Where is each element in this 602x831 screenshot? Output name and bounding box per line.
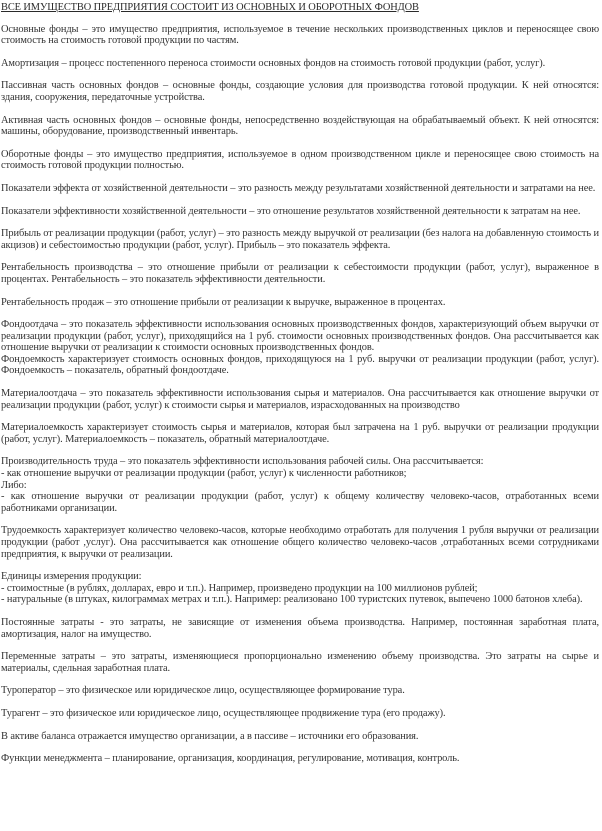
list-item-labor-per-hour: - как отношение выручки от реализации продукции (работ, услуг) к общему количеству человеко-часов, отработанных всеми работниками организации.: [1, 491, 599, 514]
paragraph-management-functions: Функции менеджмента – планирование, организация, координация, регулирование, мотивация, контроль.: [1, 753, 460, 765]
paragraph-fixed-costs: Постоянные затраты - это затраты, не зависящие от изменения объема производства. Например, постоянная заработная плата, амортизация, налог на имущество.: [1, 616, 599, 640]
paragraph-efficiency-indicators: Показатели эффективности хозяйственной деятельности – это отношение результатов хозяйственной деятельности к затратам на нее.: [1, 205, 581, 217]
document-heading: ВСЕ ИМУЩЕСТВО ПРЕДПРИЯТИЯ СОСТОИТ ИЗ ОСНОВНЫХ И ОБОРОТНЫХ ФОНДОВ: [1, 2, 419, 13]
paragraph-material-productivity: Материалоотдача – это показатель эффективности использования сырья и материалов. Она рассчитывается как отношение выручки от реализации продукции (работ, услуг) к стоимости сырья и материалов, израсходованных на производство: [1, 388, 599, 411]
paragraph-labor-productivity: Производительность труда – это показатель эффективности использования рабочей силы. Она рассчитывается:: [1, 456, 484, 468]
list-item-natural-units: - натуральные (в штуках, килограммах метрах и т.п.). Например: реализовано 100 туристских путевок, выпечено 1000 батонов хлеба).: [1, 594, 583, 606]
paragraph-production-profitability: Рентабельность производства – это отношение прибыли от реализации к себестоимости продукции (работ, услуг), выраженное в процентах. Рентабельность – это показатель эффективности деятельности.: [1, 262, 599, 285]
paragraph-variable-costs: Переменные затраты – это затраты, изменяющиеся пропорционально изменению объему производства. Это затраты на сырье и материалы, сдельная заработная плата.: [1, 651, 599, 674]
paragraph-passive-assets: Пассивная часть основных фондов – основные фонды, создающие условия для производства готовой продукции. К ней относятся: здания, сооружения, передаточные устройства.: [1, 80, 599, 103]
list-item-monetary-units: - стоимостные (в рублях, долларах, евро и т.п.). Например, произведено продукции на 100 миллионов рублей;: [1, 582, 478, 594]
paragraph-effect-indicators: Показатели эффекта от хозяйственной деятельности – это разность между результатами хозяйственной деятельности и затратами на нее.: [1, 182, 596, 194]
paragraph-active-assets: Активная часть основных фондов – основные фонды, непосредственно воздействующая на обрабатываемый объект. К ней относятся: машины, оборудование, производственный инвентарь.: [1, 114, 599, 138]
paragraph-balance-sheet: В активе баланса отражается имущество организации, а в пассиве – источники его образования.: [1, 730, 419, 742]
paragraph-depreciation: Амортизация – процесс постепенного переноса стоимости основных фондов на стоимость готовой продукции (работ, услуг).: [1, 57, 546, 69]
paragraph-material-intensity: Материалоемкость характеризует стоимость сырья и материалов, которая был затрачена на 1 руб. выручки от реализации продукции (работ, услуг). Материалоемкость – показатель, обратный материалоотдаче.: [1, 422, 599, 445]
paragraph-sales-profitability: Рентабельность продаж – это отношение прибыли от реализации к выручке, выраженное в процентах.: [1, 296, 446, 308]
paragraph-fixed-assets: Основные фонды – это имущество предприятия, используемое в течение нескольких производственных циклов и переносящее свою стоимость на стоимость готовой продукции по частям.: [1, 23, 599, 47]
paragraph-travel-agent: Турагент – это физическое или юридическое лицо, осуществляющее продвижение тура (его продажу).: [1, 707, 446, 719]
paragraph-capital-intensity: Фондоемкость характеризует стоимость основных фондов, приходящуюся на 1 руб. выручки от реализации продукции (работ, услуг). Фондоемкость – показатель, обратный фондоотдаче.: [1, 353, 599, 377]
paragraph-labor-or: Либо:: [1, 479, 27, 491]
list-item-labor-per-worker: - как отношение выручки от реализации продукции (работ, услуг) к численности работников;: [1, 468, 407, 480]
paragraph-working-capital: Оборотные фонды – это имущество предприятия, используемое в одном производственном цикле и переносящее свою стоимость на стоимость готовой продукции полностью.: [1, 148, 599, 172]
paragraph-tour-operator: Туроператор – это физическое или юридическое лицо, осуществляющее формирование тура.: [1, 685, 405, 697]
paragraph-units-of-measure: Единицы измерения продукции:: [1, 571, 142, 583]
paragraph-capital-productivity: Фондоотдача – это показатель эффективности использования основных производственных фондов, характеризующий объем выручки от реализации продукции (работ, услуг), приходящийся на 1 руб. стоимости основных производственных фондов. Она рассчитывается как отношение выручки от реализации к стоимости основных производственных фондов.: [1, 319, 599, 354]
paragraph-labor-intensity: Трудоемкость характеризует количество человеко-часов, которые необходимо отработать для получения 1 рубля выручки от реализации продукции (работ ,услуг). Она рассчитывается как отношение общего количество человеко-часов ,отработанных всеми сотрудниками предприятия, к выручки от реализации.: [1, 525, 599, 560]
paragraph-sales-profit: Прибыль от реализации продукции (работ, услуг) – это разность между выручкой от реализации (без налога на добавленную стоимость и акцизов) и себестоимостью продукции (работ, услуг). Прибыль – это показатель эффекта.: [1, 228, 599, 251]
